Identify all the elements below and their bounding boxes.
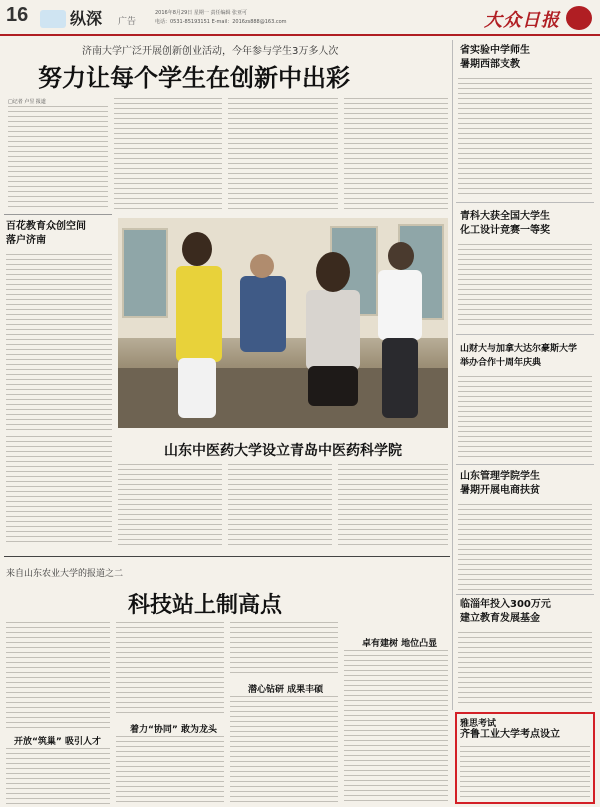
side-story-1-body [458, 78, 592, 196]
ad-tag: 广告 [118, 17, 137, 27]
side-divider [456, 202, 594, 203]
photo-person-head [250, 254, 274, 278]
bottom-subhead-1: 卓有建树 地位凸显 [362, 639, 438, 649]
photo-person [382, 338, 418, 418]
left-divider [4, 214, 112, 215]
newspaper-logo-icon [566, 6, 592, 30]
side-story-5-body [458, 632, 592, 706]
side-story-4-body [458, 504, 592, 590]
edition-meta: 2016年8月29日 星期一 责任编辑 张亚可 [155, 10, 248, 16]
side-divider [456, 594, 594, 595]
left-story-body-2 [6, 436, 112, 546]
bottom-divider [4, 556, 450, 557]
bottom-title: 科技站上制高点 [128, 593, 283, 618]
page-number: 16 [6, 4, 29, 26]
bottom-column-3 [230, 622, 338, 676]
lead-byline: □记者 卢昱 报道 [8, 99, 46, 105]
side-story-2-title: 青科大获全国大学生 化工设计竞赛一等奖 [460, 211, 550, 236]
lead-column-2 [114, 98, 222, 210]
side-divider [456, 334, 594, 335]
photo-story-column-1 [118, 464, 222, 548]
photo-window [122, 228, 168, 318]
bottom-subhead-4: 开放“筑巢” 吸引人才 [14, 737, 101, 747]
photo-person-head [182, 232, 212, 266]
contact-meta: 电话：0531-85193151 E-mail：2016zs888@163.com [155, 19, 287, 25]
side-story-3-body [458, 376, 592, 458]
photo-story-column-3 [338, 464, 448, 548]
photo-person [178, 358, 216, 418]
lead-column-1 [8, 106, 108, 210]
column-divider [452, 40, 453, 710]
news-photo [118, 218, 448, 428]
bottom-column-2b [116, 736, 224, 804]
photo-story-column-2 [228, 464, 332, 548]
section-name: 纵深 [70, 9, 103, 28]
bottom-column-1b [6, 748, 110, 804]
bottom-series: 来自山东农业大学的报道之二 [6, 569, 124, 579]
photo-person [378, 270, 422, 340]
photo-person [176, 266, 222, 362]
bottom-subhead-3: 着力“协同” 敢为龙头 [130, 725, 217, 735]
side-story-5-title: 临淄年投入300万元 建立教育发展基金 [460, 599, 551, 624]
left-story-title: 百花教育众创空间 落户济南 [6, 221, 86, 246]
left-story-body [6, 254, 112, 430]
photo-person-head [316, 252, 350, 292]
section-badge-icon [40, 10, 66, 28]
bottom-column-1 [6, 622, 110, 728]
photo-person-head [388, 242, 414, 270]
side-story-3-title: 山财大与加拿大达尔豪斯大学 举办合作十周年庆典 [460, 344, 578, 368]
photo-person [240, 276, 286, 352]
side-story-6-body [460, 746, 590, 800]
masthead [0, 0, 600, 36]
lead-column-3 [228, 98, 338, 210]
lead-subtitle: 济南大学广泛开展创新创业活动，今年参与学生3万多人次 [82, 46, 339, 57]
bottom-column-3b [230, 696, 338, 804]
side-story-2-body [458, 244, 592, 328]
lead-title: 努力让每个学生在创新中出彩 [38, 64, 350, 92]
side-story-4-title: 山东管理学院学生 暑期开展电商扶贫 [460, 471, 540, 496]
newspaper-brand: 大众日报 [484, 10, 560, 31]
side-story-6-label: 雅思考试 [460, 719, 497, 729]
photo-person [306, 290, 360, 370]
side-divider [456, 464, 594, 465]
lead-column-4 [344, 98, 448, 210]
photo-caption: 山东中医药大学设立青岛中医药科学院 [164, 443, 402, 459]
bottom-subhead-2: 潜心钻研 成果丰硕 [248, 685, 324, 695]
bottom-column-2 [116, 622, 224, 716]
bottom-column-4 [344, 650, 448, 804]
side-story-6-title: 齐鲁工业大学考点设立 [460, 729, 560, 740]
photo-person [308, 366, 358, 406]
side-story-1-title: 省实验中学师生 暑期西部支教 [460, 45, 530, 70]
